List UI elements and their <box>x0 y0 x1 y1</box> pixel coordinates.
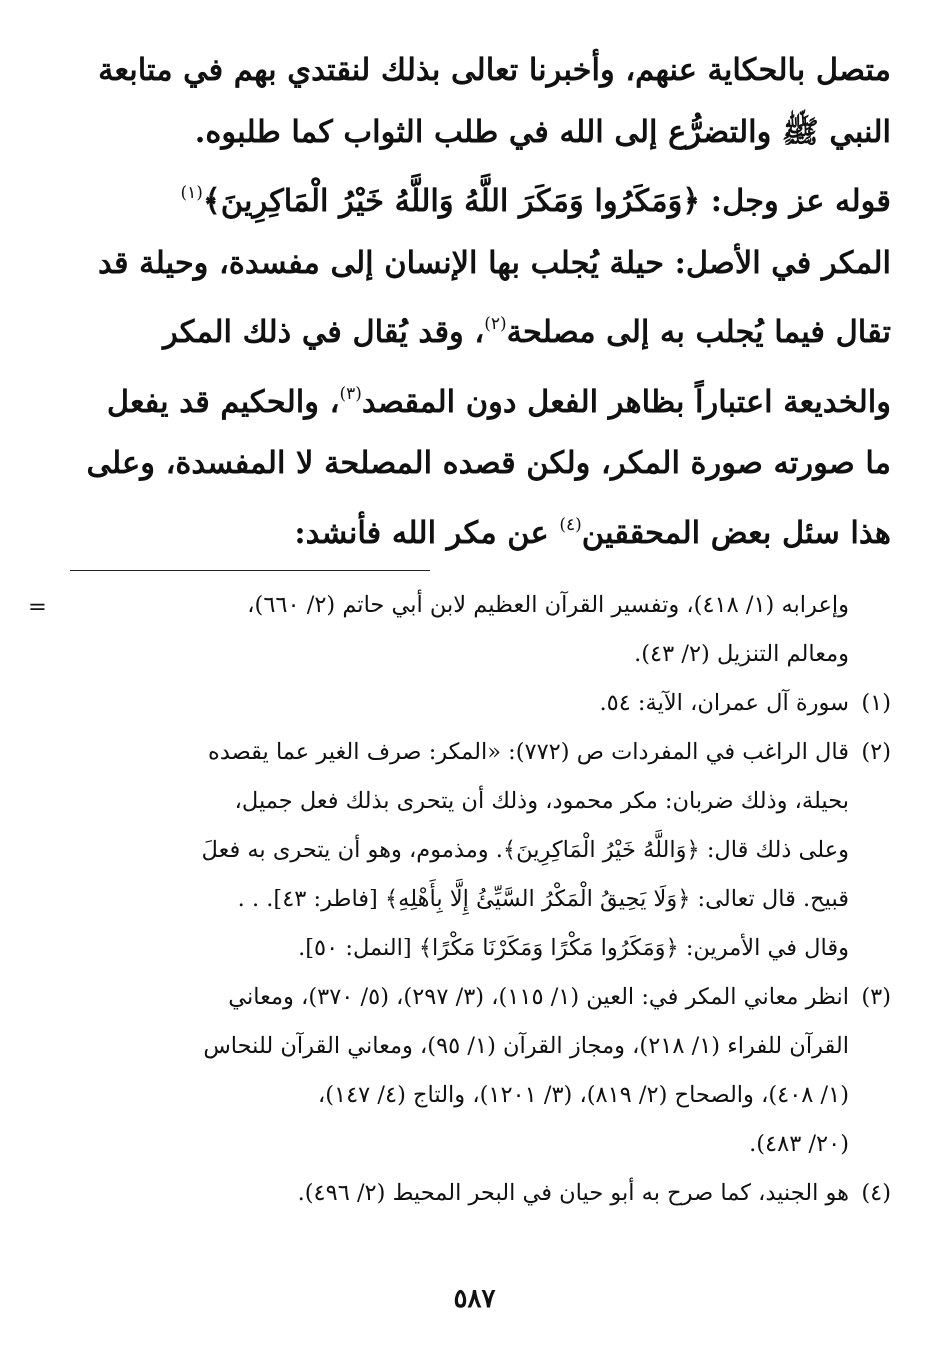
footnote-line: ومعالم التنزيل (٢/ ٤٣). <box>634 641 849 667</box>
main-line-3 <box>62 163 891 233</box>
footnote-3 <box>62 973 891 1169</box>
main-line-7: ما صورته صورة المكر، ولكن قصده المصلحة لا المفسدة، وعلى <box>86 445 891 481</box>
footnote-1 <box>62 679 891 728</box>
footnote-continuation <box>28 581 891 679</box>
main-line-6 <box>62 364 891 434</box>
footnotes <box>28 581 891 1218</box>
footnote-line: (٢٠/ ٤٨٣). <box>749 1131 849 1157</box>
quote-intro: قوله عز وجل: <box>700 183 891 219</box>
footnote-line: انظر معاني المكر في: العين (١/ ١١٥)، (٣/ ٢٩٧)، (٥/ ٣٧٠)، ومعاني <box>228 984 849 1010</box>
main-line-1: متصل بالحكاية عنهم، وأخبرنا تعالى بذلك لنقتدي بهم في متابعة <box>98 52 891 88</box>
footnote-line: قبيح. قال تعالى: ﴿وَلَا يَحِيقُ الْمَكْرُ السَّيِّئُ إِلَّا بِأَهْلِهِ﴾ [فاطر: ٤٣]. . . <box>237 886 849 912</box>
text-run: عن مكر الله فأنشد: <box>294 514 560 551</box>
main-text <box>62 40 891 564</box>
footnote-number: (١) <box>861 690 891 716</box>
footnote-ref-4: (٤) <box>559 514 582 535</box>
footnote-line: هو الجنيد، كما صرح به أبو حيان في البحر المحيط (٢/ ٤٩٦). <box>297 1180 849 1206</box>
footnote-line: وإعرابه (١/ ٤١٨)، وتفسير القرآن العظيم لابن أبي حاتم (٢/ ٦٦٠)، <box>247 592 849 618</box>
footnote-separator <box>70 570 430 571</box>
text-run: ، والحكيم قد يفعل <box>106 383 340 420</box>
footnote-line: سورة آل عمران، الآية: ٥٤. <box>599 690 849 716</box>
page-number: ٥٨٧ <box>453 1284 496 1314</box>
text-run: تقال فيما يُجلب به إلى مصلحة <box>506 314 891 350</box>
footnote-number: (٤) <box>861 1180 891 1206</box>
footnote-number: (٢) <box>861 739 891 765</box>
text-run: هذا سئل بعض المحققين <box>581 514 891 551</box>
footnote-line: بحيلة، وذلك ضربان: مكر محمود، وذلك أن يتحرى بذلك فعل جميل، <box>234 788 849 814</box>
footnote-line: وعلى ذلك قال: ﴿وَاللَّهُ خَيْرُ الْمَاكِرِينَ﴾. ومذموم، وهو أن يتحرى به فعلَ <box>201 837 849 863</box>
footnote-ref-1: (١) <box>180 183 203 203</box>
main-line-8 <box>62 495 891 565</box>
continuation-marker: = <box>28 594 47 620</box>
footnote-ref-3: (٣) <box>339 383 362 404</box>
footnote-line: وقال في الأمرين: ﴿وَمَكَرُوا مَكْرًا وَمَكَرْنَا مَكْرًا﴾ [النمل: ٥٠]. <box>298 935 849 961</box>
footnote-2 <box>62 728 891 973</box>
footnote-number: (٣) <box>861 984 891 1010</box>
footnote-separator-wrap <box>62 570 891 571</box>
text-run: ، وقد يُقال في ذلك المكر <box>162 314 485 350</box>
footnote-line: قال الراغب في المفردات ص (٧٧٢): «المكر: صرف الغير عما يقصده <box>208 739 849 765</box>
footnote-line: القرآن للفراء (١/ ٢١٨)، ومجاز القرآن (١/ ٩٥)، ومعاني القرآن للنحاس <box>203 1033 849 1059</box>
footnote-ref-2: (٢) <box>484 314 507 334</box>
quran-verse: ﴿وَمَكَرُوا وَمَكَرَ اللَّهُ وَاللَّهُ خَيْرُ الْمَاكِرِينَ﴾ <box>202 183 701 219</box>
text-run: والخديعة اعتباراً بظاهر الفعل دون المقصد <box>361 383 891 420</box>
main-line-5 <box>62 294 891 364</box>
footnote-line: (١/ ٤٠٨)، والصحاح (٢/ ٨١٩)، (٣/ ١٢٠١)، والتاج (٤/ ١٤٧)، <box>317 1082 849 1108</box>
main-line-4: المكر في الأصل: حيلة يُجلب بها الإنسان إلى مفسدة، وحيلة قد <box>97 244 891 281</box>
main-line-2: النبي ﷺ والتضرُّع إلى الله في طلب الثواب كما طلبوه. <box>194 113 891 150</box>
footnote-4 <box>62 1169 891 1218</box>
